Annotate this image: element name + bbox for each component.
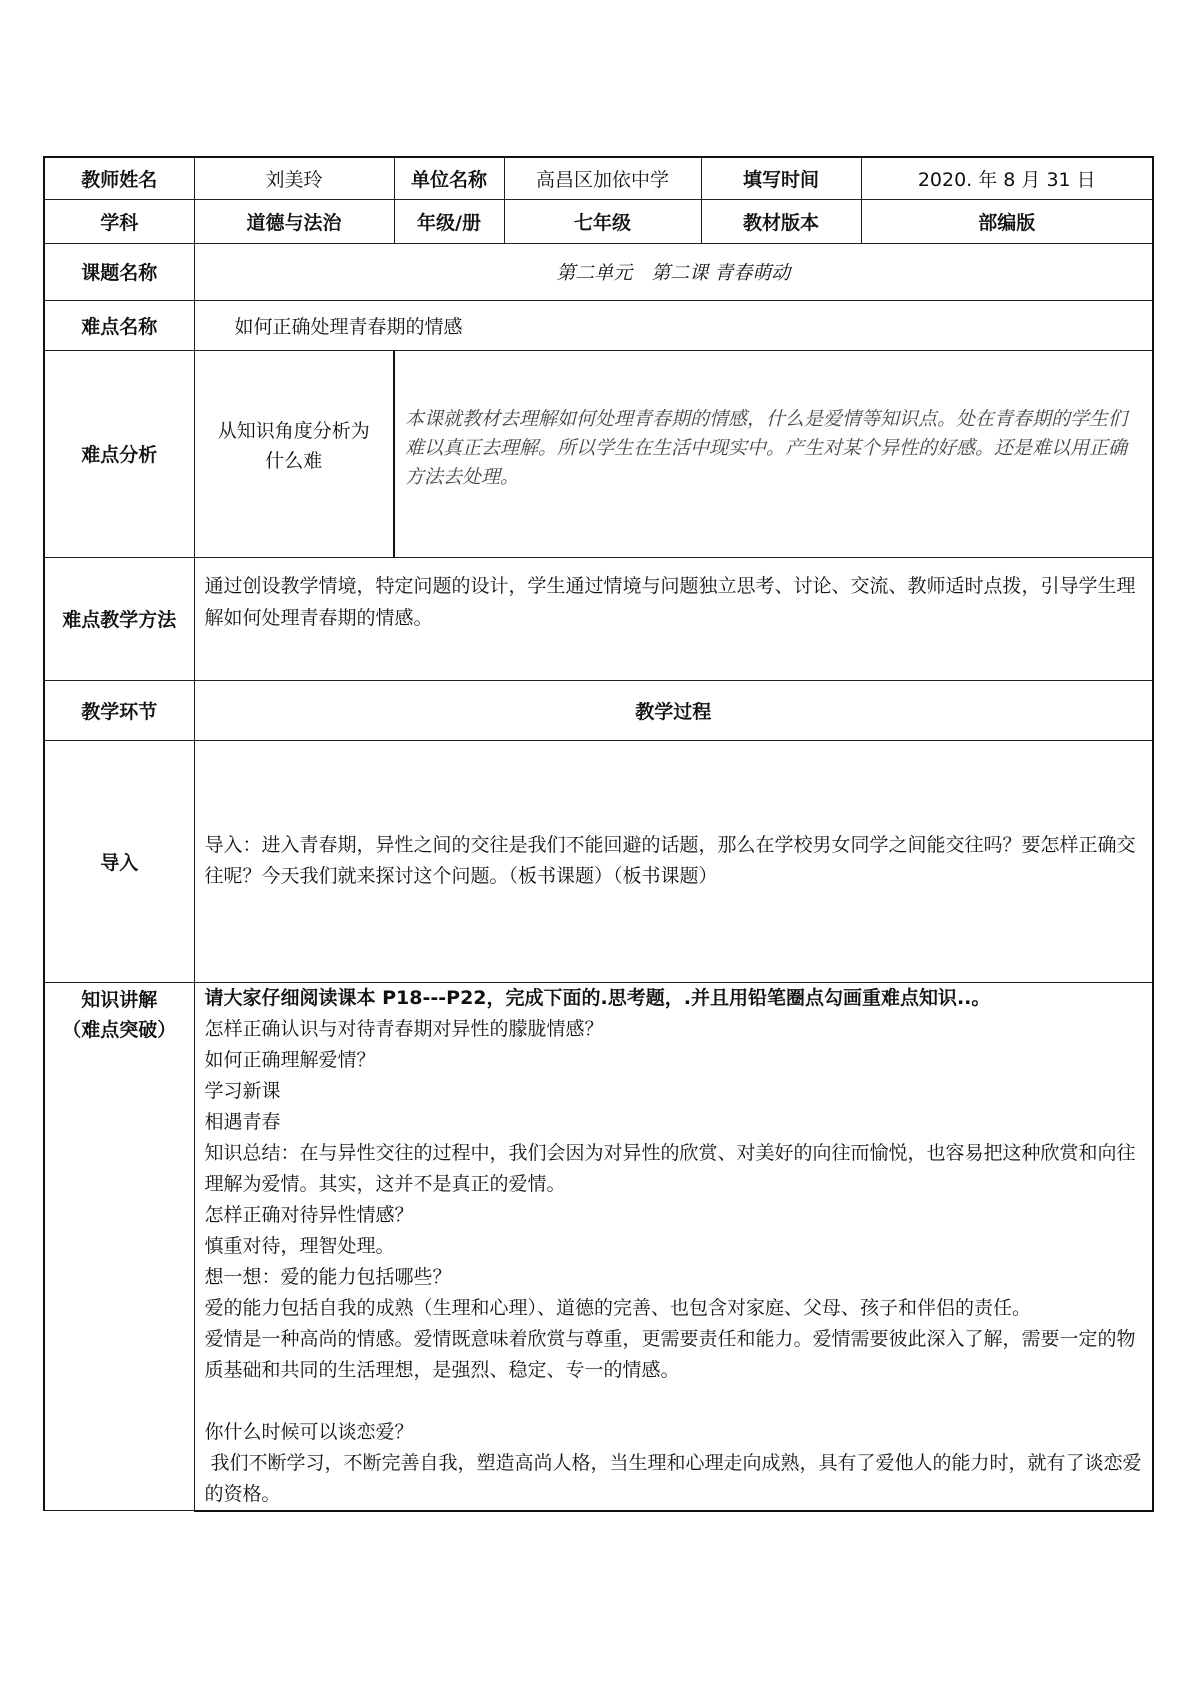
method-text: 通过创设教学情境，特定问题的设计，学生通过情境与问题独立思考、讨论、交流、教师适时点拨，引导学生理解如何处理青春期的情感。 xyxy=(204,574,1136,629)
knowledge-blank-line xyxy=(205,1386,1143,1417)
date-value: 2020. 年 8 月 31 日 xyxy=(861,157,1153,199)
topic-label: 课题名称 xyxy=(44,243,194,300)
difficulty-label: 难点名称 xyxy=(44,300,194,350)
teacher-label: 教师姓名 xyxy=(44,157,194,199)
knowledge-line: 你什么时候可以谈恋爱？ xyxy=(204,1420,414,1443)
lesson-plan-table xyxy=(43,156,1154,1512)
knowledge-line: 相遇青春 xyxy=(204,1110,281,1133)
analysis-cell xyxy=(394,350,1153,557)
edition-label: 教材版本 xyxy=(701,199,861,243)
analysis-row xyxy=(44,350,1153,557)
grade-value: 七年级 xyxy=(504,199,701,243)
analysis-text: 本课就教材去理解如何处理青春期的情感，什么是爱情等知识点。处在青春期的学生们难以真正去理解。所以学生在生活中现实中。产生对某个异性的好感。还是难以用正确方法去处理。 xyxy=(405,407,1128,488)
knowledge-line: 怎样正确对待异性情感？ xyxy=(204,1203,414,1226)
analysis-label: 难点分析 xyxy=(44,350,194,557)
topic-row xyxy=(44,243,1153,300)
process-header-row xyxy=(44,680,1153,740)
intro-row xyxy=(44,740,1153,982)
teacher-name: 刘美玲 xyxy=(194,157,394,199)
knowledge-line: 请大家仔细阅读课本 P18---P22，完成下面的.思考题，.并且用铅笔圈点勾画重难点知识..。 xyxy=(204,986,991,1009)
subject-value: 道德与法治 xyxy=(194,199,394,243)
knowledge-line: 慎重对待，理智处理。 xyxy=(204,1234,395,1257)
header-row-2 xyxy=(44,199,1153,243)
lesson-plan-sheet xyxy=(43,156,1152,1512)
knowledge-row xyxy=(44,982,1153,1511)
knowledge-label-line1: 知识讲解 xyxy=(81,988,158,1011)
subject-label: 学科 xyxy=(44,199,194,243)
knowledge-label-cell xyxy=(44,982,194,1511)
knowledge-line: 爱情是一种高尚的情感。爱情既意味着欣赏与尊重，更需要责任和能力。爱情需要彼此深入了解，需要一定的物质基础和共同的生活理想，是强烈、稳定、专一的情感。 xyxy=(204,1327,1136,1381)
knowledge-text xyxy=(195,983,1153,1510)
knowledge-line: 怎样正确认识与对待青春期对异性的朦胧情感？ xyxy=(204,1017,604,1040)
knowledge-line: 学习新课 xyxy=(204,1079,281,1102)
intro-text: 导入：进入青春期，异性之间的交往是我们不能回避的话题，那么在学校男女同学之间能交往吗？要怎样正确交往呢？今天我们就来探讨这个问题。（板书课题）（板书课题） xyxy=(204,834,1136,887)
knowledge-line: 如何正确理解爱情？ xyxy=(204,1048,376,1071)
knowledge-line: 想一想：爱的能力包括哪些？ xyxy=(204,1265,452,1288)
unit-name: 高昌区加依中学 xyxy=(504,157,701,199)
knowledge-line: 我们不断学习，不断完善自我，塑造高尚人格，当生理和心理走向成熟，具有了爱他人的能力时，就有了谈恋爱的资格。 xyxy=(204,1451,1142,1505)
grade-label: 年级/册 xyxy=(394,199,504,243)
analysis-sub-label: 从知识角度分析为什么难 xyxy=(194,342,394,549)
edition-value: 部编版 xyxy=(861,199,1153,243)
process-header-left: 教学环节 xyxy=(44,680,194,740)
method-label: 难点教学方法 xyxy=(44,557,194,680)
knowledge-cell xyxy=(194,982,1153,1511)
date-label: 填写时间 xyxy=(701,157,861,199)
intro-cell xyxy=(194,740,1153,982)
method-cell xyxy=(194,557,1153,680)
header-row-1 xyxy=(44,157,1153,199)
unit-label: 单位名称 xyxy=(394,157,504,199)
knowledge-line: 爱的能力包括自我的成熟（生理和心理）、道德的完善、也包含对家庭、父母、孩子和伴侣的责任。 xyxy=(204,1296,1032,1319)
knowledge-line: 知识总结：在与异性交往的过程中，我们会因为对异性的欣赏、对美好的向往而愉悦，也容易把这种欣赏和向往理解为爱情。其实，这并不是真正的爱情。 xyxy=(204,1141,1136,1195)
process-header-right: 教学过程 xyxy=(194,680,1153,740)
topic-value: 第二单元 第二课 青春萌动 xyxy=(194,243,1153,300)
intro-label: 导入 xyxy=(44,740,194,982)
difficulty-value: 如何正确处理青春期的情感 xyxy=(194,300,1153,350)
knowledge-label-line2: （难点突破） xyxy=(62,1018,177,1041)
method-row xyxy=(44,557,1153,680)
